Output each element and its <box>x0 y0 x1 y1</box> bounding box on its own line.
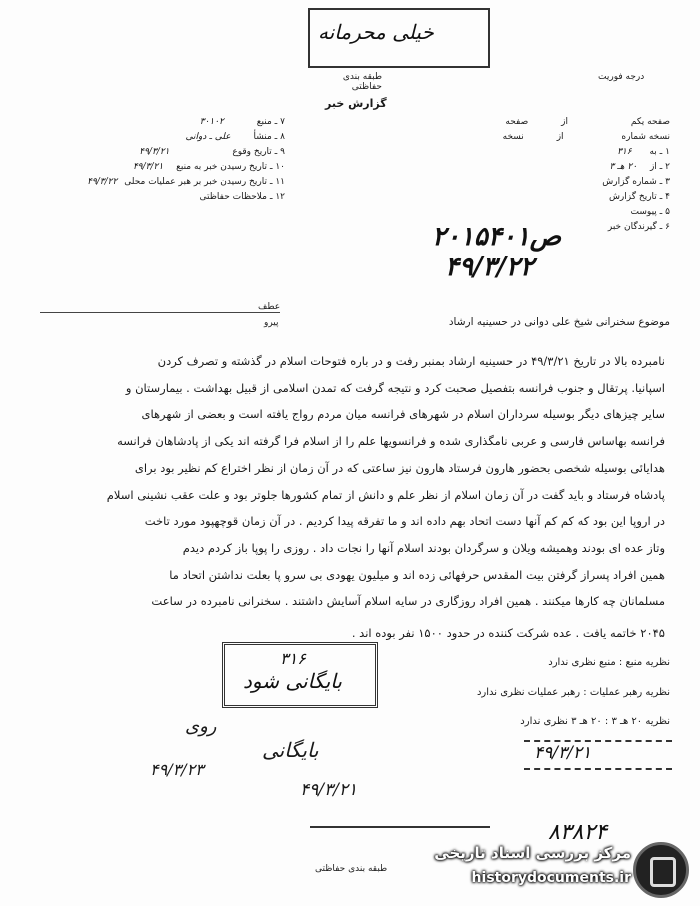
opinion-local-ops: نظریه رهبر عملیات : رهبر عملیات نظری ندارد <box>476 687 670 698</box>
body-line-10: مسلمانان چه کارها میکنند . همین افراد روزگاری در سایه اسلام آسایش داشتند . سخنرانی نامبرده در ساعت <box>151 594 665 608</box>
signature-4: ۴۹/۳/۲۱ <box>300 780 358 800</box>
body-line-1: نامبرده بالا در تاریخ ۴۹/۳/۲۱ در حسینیه ارشاد بمنبر رفت و در باره فتوحات اسلام در گذشته و تصرف کردن <box>157 354 665 368</box>
atf-label: عطف <box>258 302 281 312</box>
bottom-handwritten-number: ۸۳۸۲۴ <box>548 820 608 845</box>
body-line-8: وتاز عده ای بودند وهمیشه ویلان و سرگردان بودند اسلام آنها را نجات داد . روزی را پوپا باز کردم دیدم <box>182 541 665 555</box>
priority-label: درجه فوریت <box>598 72 645 82</box>
signature-1: روی <box>185 716 217 737</box>
field-source: ۷ ـ منبع ۳۰۱۰۲ <box>199 117 285 127</box>
divider-line <box>40 312 280 313</box>
field-recipients: ۶ ـ گیرندگان خبر <box>607 222 670 232</box>
watermark-logo <box>365 836 695 898</box>
field-report-number: ۳ ـ شماره گزارش <box>602 177 670 187</box>
body-line-3: سایر چیزهای دیگر بوسیله سرداران اسلام در شهرهای فرانسه میان مردم رواج یافته است و بعضی از شهرهای <box>141 407 665 421</box>
body-line-6: پادشاه فرستاد و باید گفت در آن زمان اسلام از نظر علم و دانش از تمام کشورها جلوتر بود و علت عقب نشینی اسلام <box>106 488 665 502</box>
handwritten-report-date: ۴۹/۳/۲۲ <box>445 252 534 282</box>
classification-top: طبقه بندی حفاظتی <box>342 72 382 92</box>
left-fields <box>35 117 285 207</box>
body-line-5: هدایائی بوسیله شخصی بحضور هارون فرستاد هارون نیز ساعتی که در آن زمان از نظر اختراع کم نظیر بود برای <box>134 461 665 475</box>
field-origin: ۸ ـ منشأ علی ـ دوانی <box>185 132 285 142</box>
field-date-occurrence: ۹ ـ تاریخ وقوع ۴۹/۳/۲۱ <box>139 147 285 157</box>
field-date-to-ops: ۱۱ ـ تاریخ رسیدن خبر بر هبر عملیات محلی ۴۹/۳/۲۲ <box>87 177 285 187</box>
top-classification-stamp <box>308 8 490 68</box>
body-line-4: فرانسه بهاساس فارسی و عربی نامگذاری شده و فرانسویها علم را از اسلام فرا گرفته اند یکی از پادشاهان فرانسه <box>117 434 665 448</box>
field-to: ۱ ـ به ۳۱۶ <box>617 147 670 157</box>
watermark-emblem-icon <box>633 842 689 898</box>
archive-stamp-number: ۳۱۶ <box>280 649 306 668</box>
watermark-url: historydocuments.ir <box>471 870 631 886</box>
signature-3: بایگانی <box>262 738 319 762</box>
top-stamp-handwriting: خیلی محرمانه <box>318 20 434 44</box>
right-handwritten-date: ۴۹/۳/۲۱ <box>534 743 592 763</box>
field-security-notes: ۱۲ ـ ملاحظات حفاظتی <box>199 192 285 202</box>
field-page: صفحه یکم از صفحه <box>505 117 670 127</box>
peyro-label: پیرو <box>264 318 279 328</box>
field-copy-number: نسخه شماره از نسخه <box>502 132 670 142</box>
body-line-7: در اروپا این بود که کم کم آنها دست اتحاد بهم داده اند و ما تفرقه پیدا کردیم . در آن زمان قوچهپود مورد تاخت <box>144 514 665 528</box>
archive-stamp <box>222 642 378 708</box>
right-date-box <box>524 740 672 770</box>
handwritten-report-number: ۲۰۱۵۴۰۱ص <box>432 222 562 252</box>
field-date-to-source: ۱۰ ـ تاریخ رسیدن خبر به منبع ۴۹/۳/۲۱ <box>132 162 285 172</box>
right-fields <box>420 117 670 237</box>
form-title: گزارش خبر <box>325 97 387 110</box>
body-line-11: ۲۰۴۵ خاتمه یافت . عده شرکت کننده در حدود ۱۵۰۰ نفر بوده اند . <box>351 626 665 640</box>
field-report-date: ۴ ـ تاریخ گزارش <box>608 192 670 202</box>
classification-bottom: طبقه بندی حفاظتی <box>315 864 388 874</box>
subject-line: موضوع سخنرانی شیخ علی دوانی در حسینیه ارشاد <box>448 316 670 328</box>
field-from: ۲ ـ از ۲۰ هـ ۳ <box>609 162 670 172</box>
body-line-2: اسپانیا. پرتقال و جنوب فرانسه بتفصیل صحبت کرد و نتیجه گرفت که تمدن اسلامی از قبیل بهداشت . بیمارستان و <box>125 381 665 395</box>
opinion-dept: نظریه ۲۰ هـ ۳ : ۲۰ هـ ۳ نظری ندارد <box>520 716 670 727</box>
opinion-source: نظریه منبع : منبع نظری ندارد <box>548 657 670 668</box>
signature-2: ۴۹/۳/۲۳ <box>150 760 204 779</box>
body-line-9: همین افراد پسراز گرفتن بیت المقدس حرفهائی زده اند و میلیون یهودی بی سرو پا بعلت نداشتن اتحاد ما <box>169 568 665 582</box>
watermark-title: مرکز بررسی اسناد تاریخی <box>434 844 631 862</box>
archive-stamp-text: بایگانی شود <box>243 669 342 693</box>
field-attachment: ۵ ـ پیوست <box>630 207 670 217</box>
